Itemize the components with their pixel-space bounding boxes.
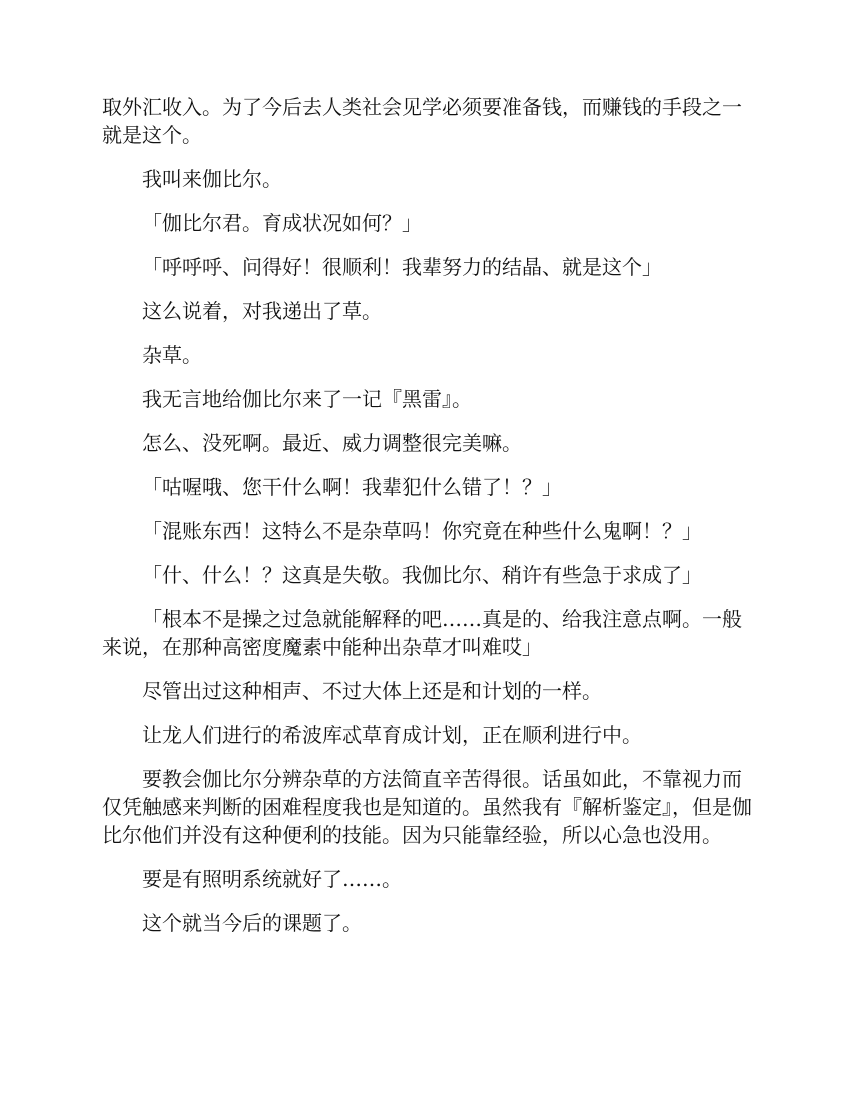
paragraph: 我无言地给伽比尔来了一记『黑雷』。 [142, 387, 472, 411]
paragraph: 要是有照明系统就好了……。 [142, 867, 402, 891]
paragraph: 怎么、没死啊。最近、威力调整很完美嘛。 [142, 431, 522, 455]
paragraph: 「咕喔哦、您干什么啊！我辈犯什么错了！？」 [142, 475, 562, 499]
paragraph: 杂草。 [142, 343, 202, 367]
paragraph: 尽管出过这种相声、不过大体上还是和计划的一样。 [142, 679, 602, 703]
paragraph: 「根本不是操之过急就能解释的吧……真是的、给我注意点啊。一般来说，在那种高密度魔素中能种出杂草才叫难哎」 [102, 607, 742, 659]
paragraph: 要教会伽比尔分辨杂草的方法简直辛苦得很。话虽如此，不靠视力而仅凭触感来判断的困难程度我也是知道的。虽然我有『解析鉴定』，但是伽比尔他们并没有这种便利的技能。因为只能靠经验，所以心急也没用。 [102, 767, 752, 847]
paragraph: 这个就当今后的课题了。 [142, 911, 362, 935]
paragraph: 这么说着，对我递出了草。 [142, 299, 382, 323]
paragraph: 「混账东西！这特么不是杂草吗！你究竟在种些什么鬼啊！？」 [142, 519, 702, 543]
paragraph: 「伽比尔君。育成状况如何？」 [142, 211, 422, 235]
paragraph: 「什、什么！？这真是失敬。我伽比尔、稍许有些急于求成了」 [142, 563, 702, 587]
paragraph: 我叫来伽比尔。 [142, 167, 282, 191]
paragraph: 取外汇收入。为了今后去人类社会见学必须要准备钱，而赚钱的手段之一就是这个。 [102, 95, 742, 147]
paragraph: 「呼呼呼、问得好！很顺利！我辈努力的结晶、就是这个」 [142, 255, 662, 279]
document-body [102, 93, 752, 953]
paragraph: 让龙人们进行的希波库忒草育成计划，正在顺利进行中。 [142, 723, 642, 747]
